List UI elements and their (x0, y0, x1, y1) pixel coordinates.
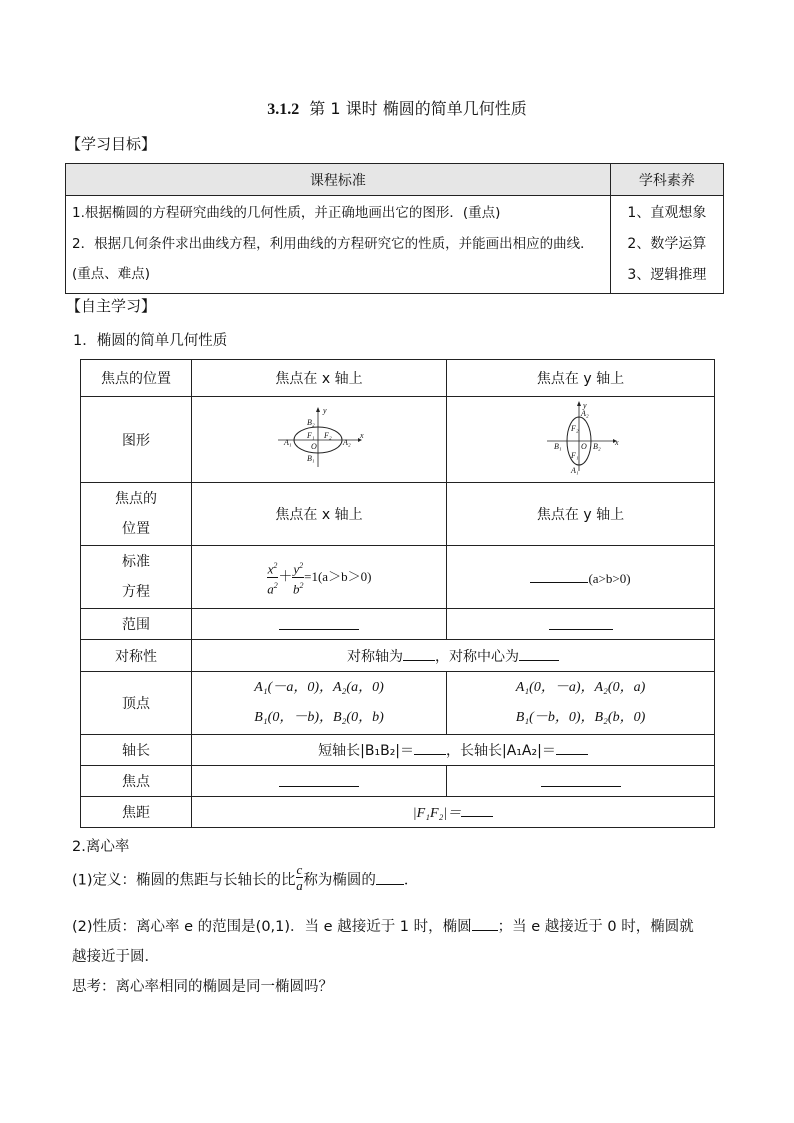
label-y: y (323, 405, 327, 415)
row-sym-label: 对称性 (81, 640, 192, 672)
axis-text-b: ，长轴长|A₁A₂|＝ (446, 743, 556, 759)
label-f1: F₁ (307, 430, 315, 440)
hdr-focus-x: 焦点在 x 轴上 (192, 360, 447, 397)
literacy-2: 2、数学运算 (627, 236, 707, 252)
figure-x-cell (192, 397, 447, 483)
focus-x-cell: 焦点在 x 轴上 (192, 483, 447, 546)
sym-text-b: ，对称中心为 (435, 648, 519, 665)
vertex-y-b: B₁(－b，0)，B₂(b，0) (515, 710, 646, 725)
ecc-property-cont: 越接近于圆． (72, 949, 159, 965)
section-self-study: 【自主学习】 (66, 297, 157, 315)
ecc-definition (72, 862, 419, 893)
row-focus-label (81, 483, 192, 546)
frac-num: c (296, 862, 303, 877)
label-b2: B₂ (307, 417, 315, 427)
label-b1: B₁ (307, 453, 315, 463)
sym-cell (192, 640, 715, 672)
blank-long-axis[interactable] (556, 740, 588, 755)
ecc-prop-text-a: (2)性质：离心率 e 的范围是(0,1)．当 e 越接近于 1 时，椭圆 (72, 919, 472, 935)
properties-table (80, 359, 715, 828)
row-focus-label-2: 位置 (122, 521, 150, 537)
label-b2-y: B₂ (592, 441, 601, 451)
vertex-x-a: A₁(－a，0)，A₂(a，0) (254, 680, 384, 695)
ecc-def-text-b: 称为椭圆的 (303, 872, 376, 889)
lesson-number: 3.1.2 (267, 101, 300, 118)
literacy-1: 1、直观想象 (627, 205, 707, 221)
vertex-y-a: A₁(0，－a)，A₂(0，a) (515, 680, 646, 695)
row-std-label-2: 方程 (122, 584, 150, 600)
axis-text-a: 短轴长|B₁B₂|＝ (318, 743, 415, 759)
label-o2: O (580, 441, 587, 451)
standard-2: 2．根据几何条件求出曲线方程，利用曲线的方程研究它的性质，并能画出相应的曲线．(重点、难点) (72, 236, 594, 282)
section-goals: 【学习目标】 (66, 135, 157, 153)
label-f1-y: F₁ (570, 450, 579, 460)
blank-short-axis[interactable] (414, 740, 446, 755)
row-vertex-label: 顶点 (81, 672, 192, 735)
label-a2: A₂ (343, 437, 351, 447)
foci-y-cell (447, 766, 715, 797)
vertex-x-cell (192, 672, 447, 735)
axis-cell (192, 735, 715, 766)
literacy-cell (610, 196, 723, 294)
label-y2: y (582, 400, 587, 410)
vertex-y-cell (447, 672, 715, 735)
label-o: O (311, 441, 317, 451)
row-axis-label: 轴长 (81, 735, 192, 766)
page-title (0, 96, 794, 119)
fdist-text: |F₁F₂|＝ (412, 806, 462, 821)
blank-fdist[interactable] (461, 802, 493, 817)
label-x: x (360, 430, 364, 440)
standard-1: 1.根据椭圆的方程研究曲线的几何性质，并正确地画出它的图形．(重点) (72, 205, 501, 221)
blank-sym-center[interactable] (519, 646, 559, 661)
focus-y-cell: 焦点在 y 轴上 (447, 483, 715, 546)
label-x2: x (614, 437, 619, 447)
row-std-label (81, 546, 192, 609)
label-a2-y: A₂ (580, 408, 589, 418)
std-eq-x-cond: =1(a＞b＞0) (304, 569, 372, 584)
row-fdist-label: 焦距 (81, 797, 192, 828)
figure-y-cell (447, 397, 715, 483)
blank-std-y[interactable] (530, 568, 588, 583)
std-eq-y-cell (447, 546, 715, 609)
label-f2: F₂ (324, 430, 332, 440)
think-question: 思考：离心率相同的椭圆是同一椭圆吗？ (72, 979, 333, 995)
blank-range-y[interactable] (549, 615, 613, 630)
lesson-title: 第 1 课时 椭圆的简单几何性质 (309, 99, 527, 118)
label-f2-y: F₂ (570, 423, 579, 433)
frac-y2-b2: $\frac{y^2}{b^2}$ (292, 558, 304, 596)
row-std-label-1: 标准 (122, 554, 150, 570)
frac-den: a (296, 878, 303, 893)
ellipse-x-figure (274, 405, 364, 471)
blank-foci-y[interactable] (541, 772, 621, 787)
fdist-cell (192, 797, 715, 828)
col-literacy-header: 学科素养 (610, 164, 723, 196)
blank-sym-axis[interactable] (403, 646, 435, 661)
blank-ecc-name[interactable] (376, 870, 404, 885)
standards-cell (66, 196, 611, 294)
sym-text-a: 对称轴为 (347, 648, 403, 665)
range-y-cell (447, 609, 715, 640)
blank-range-x[interactable] (279, 615, 359, 630)
hdr-position: 焦点的位置 (81, 360, 192, 397)
label-a1: A₁ (284, 437, 292, 447)
ecc-def-text-a: (1)定义：椭圆的焦距与长轴长的比 (72, 872, 296, 889)
ecc-prop-text-b: ；当 e 越接近于 0 时，椭圆就 (497, 919, 694, 935)
label-b1-y: B₁ (553, 441, 562, 451)
objectives-table (65, 163, 724, 294)
col-standard-header: 课程标准 (66, 164, 611, 196)
std-eq-x-cell: $\frac{x^2}{a^2}$ ＋ $\frac{y^2}{b^2}$ =1(a＞b＞0) (192, 546, 447, 609)
row-focus-label-1: 焦点的 (115, 491, 157, 507)
vertex-x-b: B₁(0，－b)，B₂(0，b) (254, 710, 384, 725)
ellipse-y-figure (541, 401, 621, 475)
range-x-cell (192, 609, 447, 640)
ecc-heading: 2.离心率 (72, 839, 130, 855)
row-range-label: 范围 (81, 609, 192, 640)
ecc-def-end: ． (403, 872, 419, 889)
row-foci-label: 焦点 (81, 766, 192, 797)
hdr-focus-y: 焦点在 y 轴上 (447, 360, 715, 397)
blank-ecc-near1[interactable] (472, 916, 498, 931)
label-a1-y: A₁ (570, 465, 579, 475)
blank-foci-x[interactable] (279, 772, 359, 787)
foci-x-cell (192, 766, 447, 797)
ecc-property (72, 915, 727, 936)
std-eq-y-cond: (a>b>0) (588, 570, 631, 586)
frac-x2-a2: $\frac{x^2}{a^2}$ (267, 558, 279, 596)
row-figure-label: 图形 (81, 397, 192, 483)
literacy-3: 3、逻辑推理 (627, 267, 707, 283)
subsection-heading: 1．椭圆的简单几何性质 (73, 333, 228, 349)
